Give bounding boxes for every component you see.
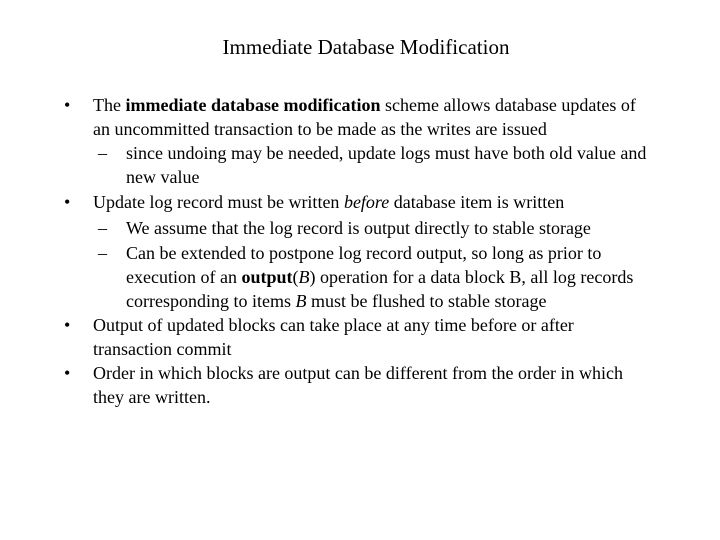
- bullet-text: Update log record must be written: [93, 192, 344, 212]
- sub-bullet-item: [0, 215, 666, 241]
- bold-term: immediate database modification: [125, 95, 381, 115]
- bullet-item: [0, 361, 653, 409]
- italic-term: B: [298, 267, 310, 287]
- sub-bullet-text: since undoing may be needed, update logs must have both old value and new value: [126, 143, 647, 187]
- sub-bullet-text: ) operation for a data block B, all log records corresponding to items: [126, 267, 634, 311]
- bullet-text: Order in which blocks are output can be different from the order in which they are written.: [93, 363, 623, 407]
- bullet-marker: •: [64, 363, 71, 383]
- bullet-item: [0, 313, 653, 361]
- sub-bullet-text: Can be extended to postpone log record output, so long as prior to execution of an: [126, 243, 602, 287]
- bullet-text: Output of updated blocks can take place at any time before or after transaction commit: [93, 315, 574, 359]
- bullet-text: scheme allows database updates of an uncommitted transaction to be made as the writes are issued: [93, 95, 636, 139]
- bullet-marker: •: [64, 192, 71, 212]
- bold-term: output: [241, 267, 293, 287]
- sub-bullet-item: [0, 241, 666, 313]
- sub-bullet-text: must be flushed to stable storage: [306, 291, 547, 311]
- bullet-text: database item is written: [389, 192, 565, 212]
- dash-marker: –: [98, 218, 107, 238]
- dash-marker: –: [98, 243, 107, 263]
- bullet-text: The: [93, 95, 126, 115]
- sub-bullet-text: We assume that the log record is output directly to stable storage: [126, 218, 591, 238]
- dash-marker: –: [98, 143, 107, 163]
- bullet-item: [0, 93, 653, 141]
- bullet-item: [0, 189, 653, 215]
- sub-bullet-text: (: [292, 267, 299, 287]
- italic-term: before: [343, 192, 390, 212]
- bullet-marker: •: [64, 315, 71, 335]
- sub-bullet-item: [0, 141, 666, 189]
- bullet-marker: •: [64, 95, 71, 115]
- slide-title: Immediate Database Modification: [222, 35, 510, 59]
- slide-body: [0, 93, 720, 409]
- italic-term: B: [295, 291, 307, 311]
